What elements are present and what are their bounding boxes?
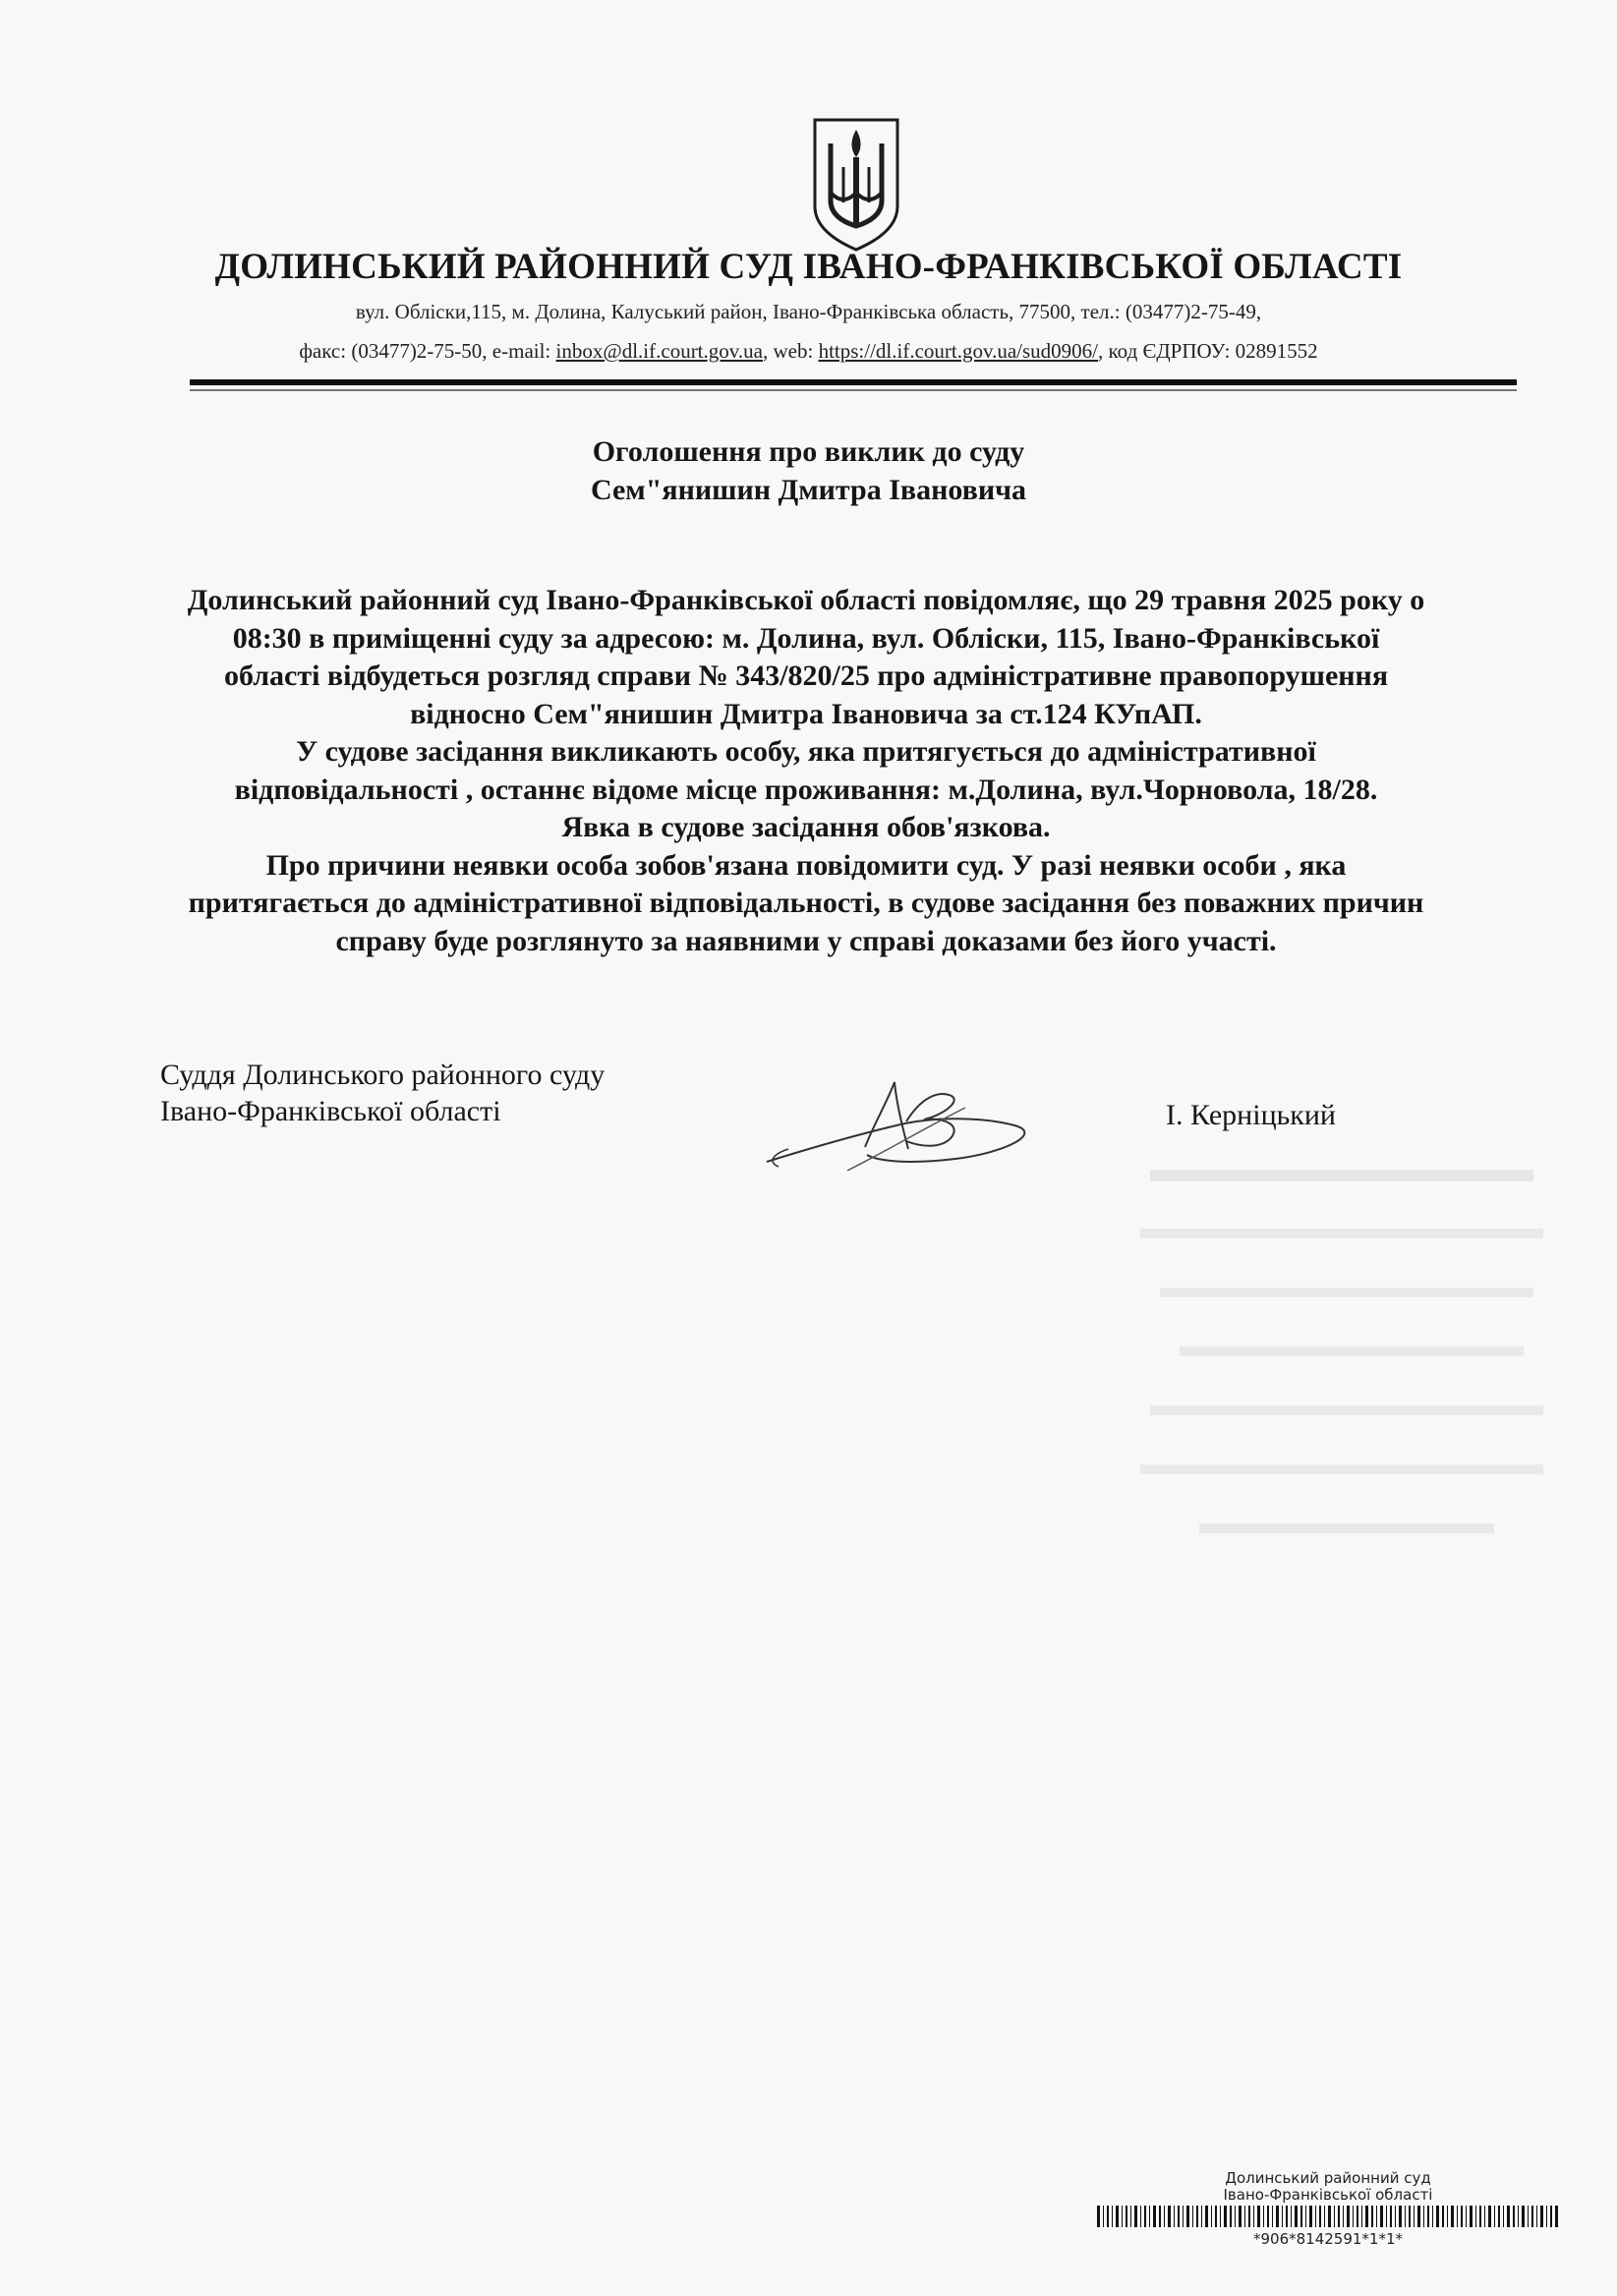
ukraine-trident-emblem [811, 116, 901, 254]
handwritten-signature [759, 1068, 1044, 1177]
notice-body [157, 582, 1455, 960]
fax-text: факс: (03477)2-75-50, e-mail: [299, 339, 556, 363]
edrpou-code: , код ЄДРПОУ: 02891552 [1098, 339, 1318, 363]
judge-title-line: Суддя Долинського районного суду [160, 1059, 606, 1091]
barcode-number: *906*8142591*1*1* [1252, 2230, 1404, 2248]
stamp-region: Івано-Франківської області [1223, 2186, 1433, 2204]
body-line: Про причини неявки особа зобов'язана повідомити суд. У разі неявки особи , яка [265, 848, 1347, 882]
judge-title [160, 1057, 605, 1129]
body-line: У судове засідання викликають особу, яка притягується до адміністративної [296, 735, 1316, 768]
body-line: справу буде розглянуто за наявними у справі доказами без його участі. [335, 924, 1277, 957]
body-line: області відбудеться розгляд справи № 343/820/25 про адміністративне правопорушення [223, 660, 1389, 692]
notice-subject-name: Сем"янишин Дмитра Івановича [590, 474, 1027, 506]
court-contacts [0, 339, 1617, 364]
body-line: відносно Сем"янишин Дмитра Івановича за ст.124 КУпАП. [410, 697, 1202, 730]
body-line: Долинський районний суд Івано-Франківської області повідомляє, що 29 травня 2025 року о [187, 584, 1425, 616]
court-name: ДОЛИНСЬКИЙ РАЙОННИЙ СУД ІВАНО-ФРАНКІВСЬКОЇ ОБЛАСТІ [214, 247, 1403, 287]
barcode [1097, 2206, 1559, 2227]
court-registration-stamp [1097, 2170, 1559, 2247]
faint-bleed-through [1140, 1160, 1553, 1592]
web-prefix: , web: [762, 339, 819, 363]
header-divider-thick [190, 379, 1517, 385]
body-line: притягається до адміністративної відповідальності, в судове засідання без поважних причин [188, 887, 1424, 919]
body-line: відповідальності , останнє відоме місце проживання: м.Долина, вул.Чорновола, 18/28. [234, 773, 1378, 806]
notice-title: Оголошення про виклик до суду [592, 435, 1025, 468]
email-link[interactable]: inbox@dl.if.court.gov.ua [555, 339, 763, 363]
judge-title-line: Івано-Франківської області [160, 1095, 501, 1127]
body-line: Явка в судове засідання обов'язкова. [561, 811, 1051, 843]
website-link[interactable]: https://dl.if.court.gov.ua/sud0906/ [818, 339, 1099, 363]
court-address: вул. Обліски,115, м. Долина, Калуський район, Івано-Франківська область, 77500, тел.: (03477)2-75-49, [355, 300, 1262, 323]
header-divider-thin [190, 389, 1517, 391]
stamp-court-name: Долинський районний суд [1225, 2169, 1431, 2187]
body-line: 08:30 в приміщенні суду за адресою: м. Долина, вул. Обліски, 115, Івано-Франківської [232, 621, 1380, 655]
judge-name: І. Керніцький [1166, 1099, 1336, 1131]
